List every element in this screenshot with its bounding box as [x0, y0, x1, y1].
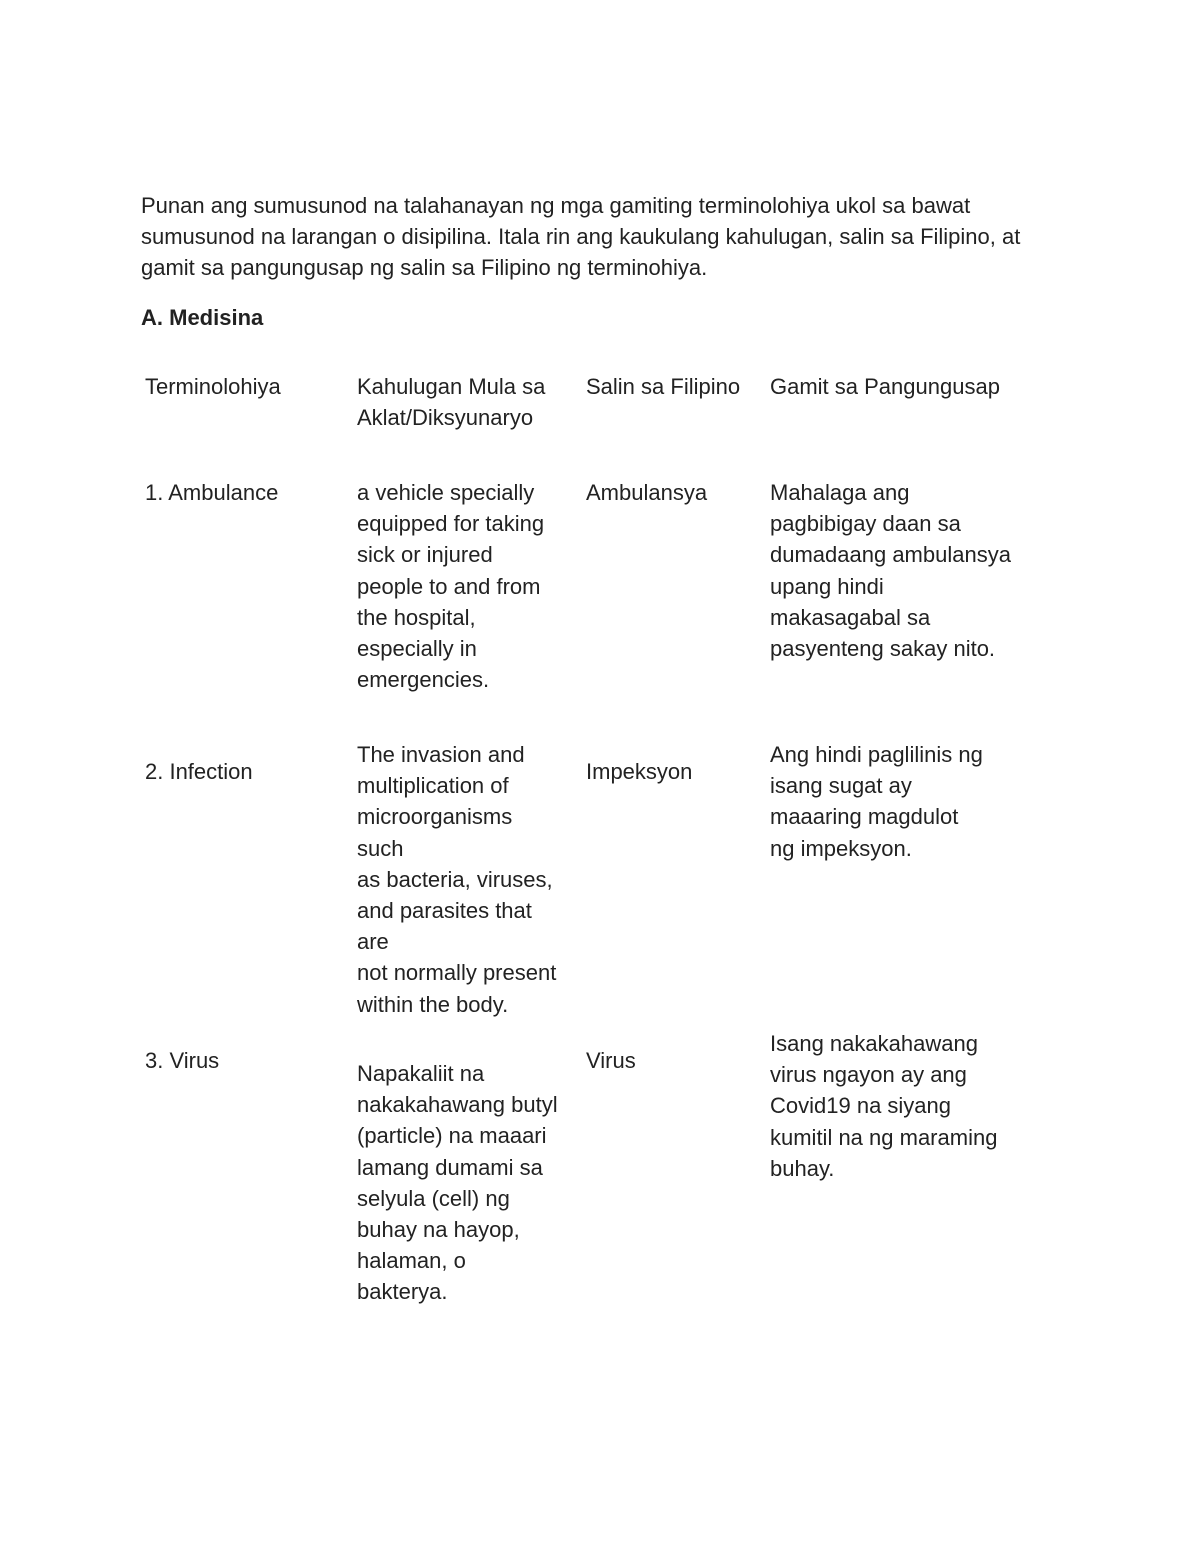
row-3-term: 3. Virus [145, 1048, 220, 1073]
row-3-definition: Napakaliit na nakakahawang butyl (particle) na maaari lamang dumami sa selyula (cell) ng buhay na hayop, halaman, o bakterya. [357, 1061, 558, 1305]
row-2-translation: Impeksyon [586, 759, 693, 784]
section-heading: A. Medisina [141, 305, 264, 330]
row-3-usage: Isang nakakahawang virus ngayon ay ang Covid19 na siyang kumitil na ng maraming buhay. [770, 1031, 998, 1181]
row-3-translation: Virus [586, 1048, 636, 1073]
row-1-usage: Mahalaga ang pagbibigay daan sa dumadaang ambulansya upang hindi makasagabal sa pasyenteng sakay nito. [770, 480, 1011, 662]
header-translation: Salin sa Filipino [586, 374, 741, 399]
row-1-translation: Ambulansya [586, 480, 708, 505]
header-term: Terminolohiya [145, 374, 281, 399]
row-1-definition: a vehicle specially equipped for taking sick or injured people to and from the hospital, especially in emergencies. [357, 480, 545, 693]
row-2-usage: Ang hindi paglilinis ng isang sugat ay maaaring magdulot ng impeksyon. [770, 742, 983, 861]
header-usage: Gamit sa Pangungusap [770, 374, 1000, 399]
header-definition: Kahulugan Mula sa Aklat/Diksyunaryo [357, 374, 546, 431]
row-2-definition: The invasion and multiplication of microorganisms such as bacteria, viruses, and parasites that are not normally present within the body. [357, 742, 557, 1017]
row-2-term: 2. Infection [145, 759, 253, 784]
row-1-term: 1. Ambulance [145, 480, 279, 505]
instructions-paragraph: Punan ang sumusunod na talahanayan ng mga gamiting terminolohiya ukol sa bawat sumusunod na larangan o disipilina. Itala rin ang kaukulang kahulugan, salin sa Filipino, at gamit sa pangungusap ng salin sa Filipino ng terminohiya. [141, 193, 1021, 280]
